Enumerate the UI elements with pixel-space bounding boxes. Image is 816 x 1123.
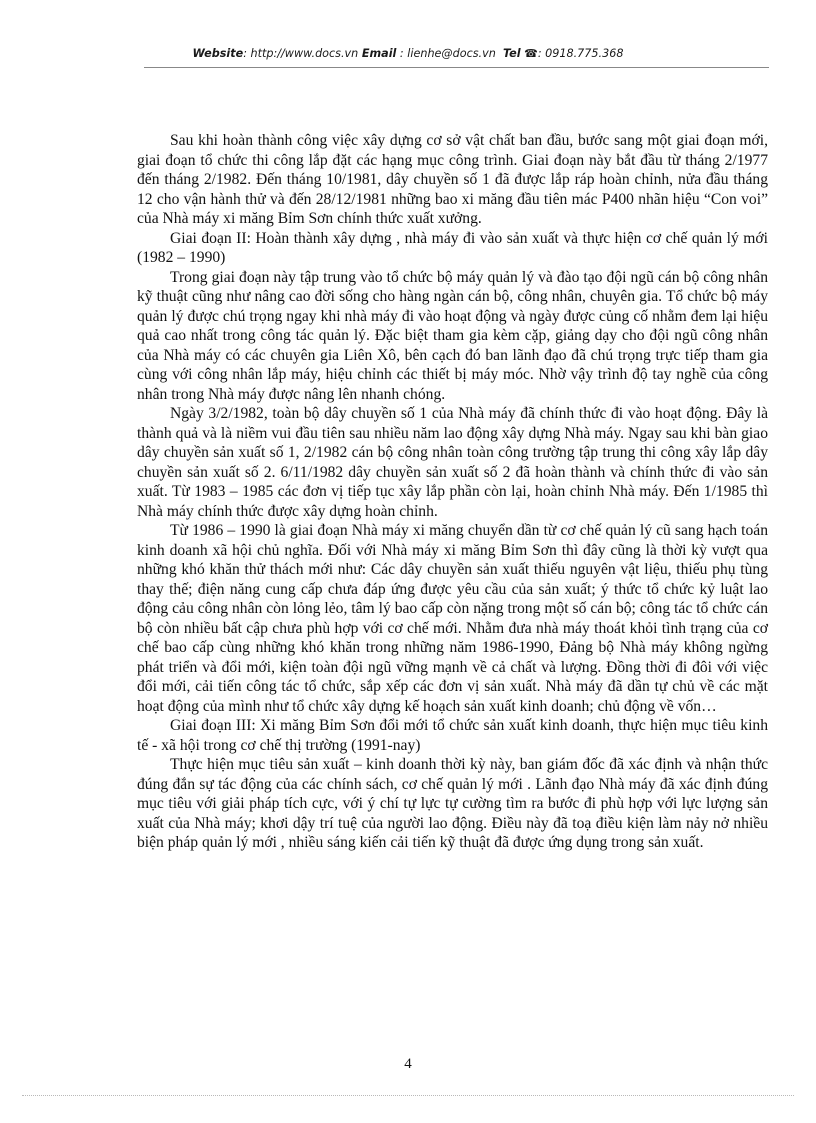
email-label: Email <box>361 47 397 60</box>
paragraph-transition: Từ 1986 – 1990 là giai đoạn Nhà máy xi măng chuyển dần từ cơ chế quản lý cũ sang hạch toán kinh doanh xã hội chủ nghĩa. Đối với Nhà máy xi măng Bỉm Sơn thì đây cũng là thời kỳ vượt qua những khó khăn thử thách mới như: Các dây chuyền sản xuất thiếu nguyên vật liệu, thiếu phụ tùng thay thế; điện năng cung cấp chưa đáp ứng được yêu cầu của sản xuất; ý thức tổ chức kỷ luật lao động cảu công nhân còn lỏng lẻo, tâm lý bao cấp còn nặng trong một số cán bộ; công tác tổ chức cán bộ còn nhiều bất cập chưa phù hợp với cơ chế mới. Nhằm đưa nhà máy thoát khỏi tình trạng của cơ chế bao cấp cùng những khó khăn trong những năm 1986-1990, Đảng bộ Nhà máy không ngừng phát triển và đổi mới, kiện toàn đội ngũ vững mạnh về cả chất và lượng. Đồng thời đi đôi với việc đổi mới, cải tiến công tác tổ chức, sắp xếp các đơn vị sản xuất. Nhà máy đã dần tự chủ về các mặt hoạt động của mình như tổ chức xây dựng kế hoạch sản xuất kinh doanh; chủ động về vốn… <box>137 522 768 715</box>
paragraph-construction-phase: Sau khi hoàn thành công việc xây dựng cơ sở vật chất ban đầu, bước sang một giai đoạn mới, giai đoạn tổ chức thi công lắp đặt các hạng mục công trình. Giai đoạn này bắt đầu từ tháng 2/1977 đến tháng 2/1982. Đến tháng 10/1981, dây chuyền số 1 đã được lắp ráp hoàn chỉnh, nửa đầu tháng 12 cho vận hành thử và đến 28/12/1981 những bao xi măng đầu tiên mác P400 nhãn hiệu “Con voi” của Nhà máy xi măng Bỉm Sơn chính thức xuất xưởng. <box>137 132 768 227</box>
email-separator: : <box>396 47 408 60</box>
tel-number: : 0918.775.368 <box>537 47 624 60</box>
page-header <box>0 47 816 60</box>
header-divider <box>144 67 769 68</box>
page-bottom-divider <box>22 1095 794 1096</box>
tel-label: Tel <box>502 47 521 60</box>
heading-phase-2: Giai đoạn II: Hoàn thành xây dựng , nhà máy đi vào sản xuất và thực hiện cơ chế quản lý mới (1982 – 1990) <box>137 229 768 266</box>
website-label: Website <box>192 47 244 60</box>
heading-phase-3: Giai đoạn III: Xi măng Bỉm Sơn đổi mới tổ chức sản xuất kinh doanh, thực hiện mục tiêu kinh tế - xã hội trong cơ chế thị trường (1991-nay) <box>137 717 768 754</box>
document-body <box>137 131 768 853</box>
paragraph-organization: Trong giai đoạn này tập trung vào tổ chức bộ máy quản lý và đào tạo đội ngũ cán bộ công nhân kỹ thuật cũng như nâng cao đời sống cho hàng ngàn cán bộ, công nhân, chuyên gia. Tổ chức bộ máy quản lý được chú trọng ngay khi nhà máy đi vào hoạt động và ngày được củng cố nhằm đem lại hiệu quả cao nhất trong công tác quản lý. Đặc biệt tham gia kèm cặp, giảng dạy cho đội ngũ công nhân của Nhà máy có các chuyên gia Liên Xô, bên cạch đó ban lãnh đạo đã chú trọng trực tiếp tham gia cùng với công nhân lắp máy, hiệu chỉnh các thiết bị máy móc. Nhờ vậy trình độ tay nghề của công nhân trong Nhà máy được nâng lên nhanh chóng. <box>137 268 768 403</box>
website-separator: : <box>243 47 251 60</box>
paragraph-line-operation: Ngày 3/2/1982, toàn bộ dây chuyền số 1 của Nhà máy đã chính thức đi vào hoạt động. Đây là thành quả và là niềm vui đầu tiên sau nhiều năm lao động xây dựng Nhà máy. Ngay sau khi bàn giao dây chuyền sản xuất số 1, 2/1982 cán bộ công nhân toàn công trường tập trung thi công xây lắp dây chuyền sản xuất số 2. 6/11/1982 dây chuyền sản xuất số 2 đã hoàn thành và chính thức đi vào sản xuất. Từ 1983 – 1985 các đơn vị tiếp tục xây lắp phần còn lại, hoàn chỉnh Nhà máy. Đến 1/1985 thì Nhà máy chính thức được xây dựng hoàn chỉnh. <box>137 405 768 520</box>
page-number: 4 <box>404 1056 412 1072</box>
email-address[interactable]: lienhe@docs.vn <box>407 47 496 60</box>
paragraph-business-goals: Thực hiện mục tiêu sản xuất – kinh doanh thời kỳ này, ban giám đốc đã xác định và nhận thức đúng đắn sự tác động của các chính sách, cơ chế quản lý mới . Lãnh đạo Nhà máy đã xác định đúng mục tiêu với giải pháp tích cực, với ý chí tự lực tự cường tìm ra bước đi phù hợp với lực lượng sản xuất của Nhà máy; khơi dậy trí tuệ của người lao động. Điều này đã toạ điều kiện làm nảy nở nhiều biện pháp quản lý mới , nhiều sáng kiến cải tiến kỹ thuật đã được ứng dụng trong sản xuất. <box>137 756 768 851</box>
website-url[interactable]: http://www.docs.vn <box>250 47 359 60</box>
phone-icon: ☎ <box>524 47 538 60</box>
